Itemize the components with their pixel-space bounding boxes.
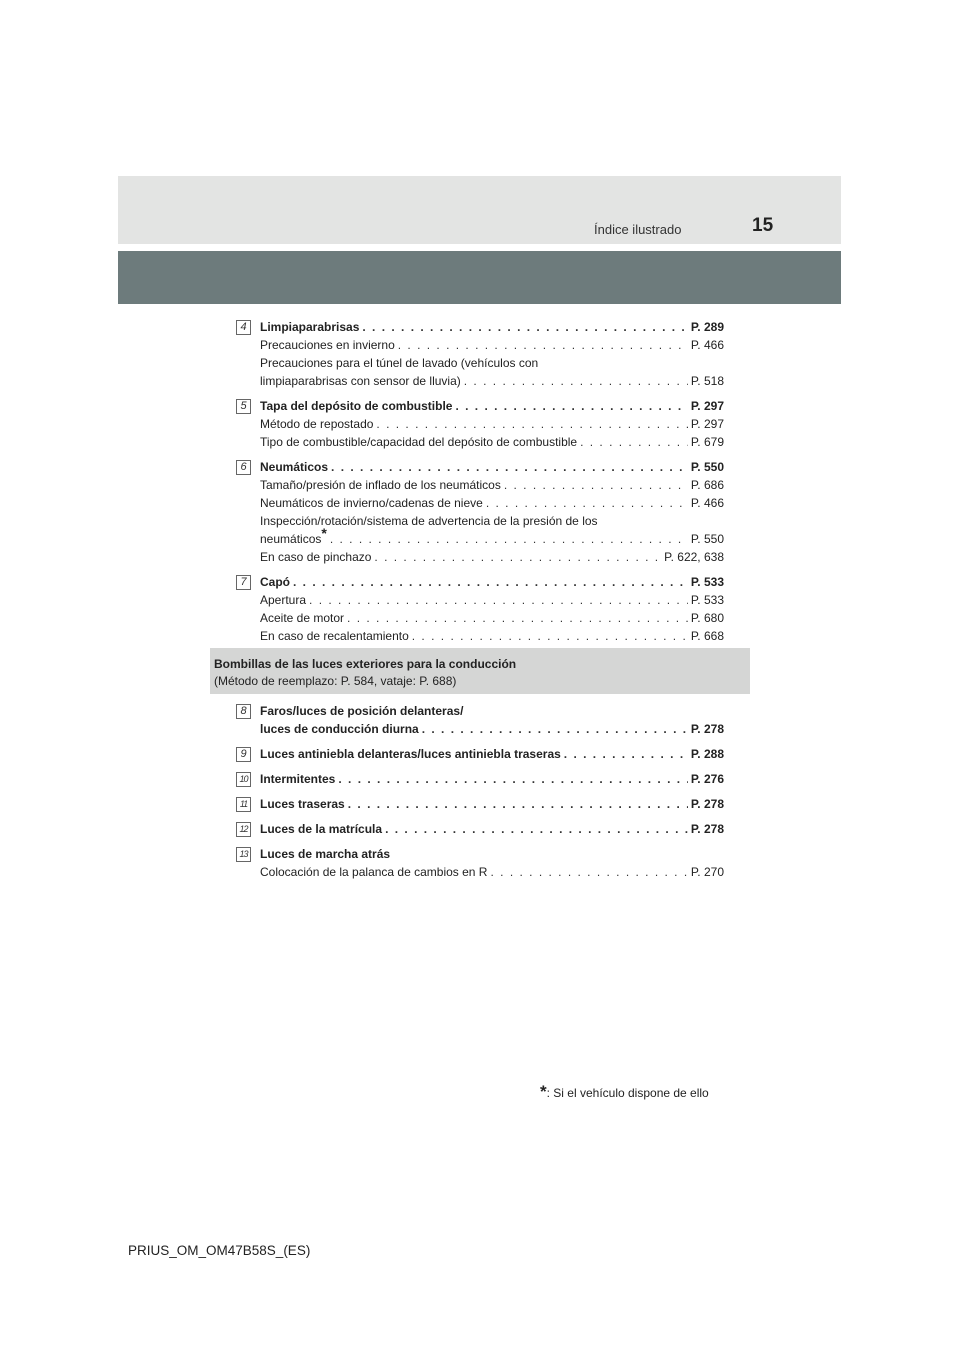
entry-label: Colocación de la palanca de cambios en R — [260, 865, 488, 879]
number-badge: 9 — [236, 747, 251, 762]
entry-line — [260, 494, 724, 512]
entry-line — [260, 573, 724, 591]
index-entry — [236, 573, 724, 645]
page-ref: P. 622, 638 — [664, 550, 724, 564]
entry-label: Apertura — [260, 593, 307, 607]
entry-label: Neumáticos — [260, 460, 329, 474]
dot-leader — [490, 863, 687, 881]
dot-leader — [486, 494, 688, 512]
entry-label: Luces de la matrícula — [260, 822, 383, 836]
entry-text — [260, 415, 373, 433]
entry-text — [260, 397, 452, 415]
page-ref: P. 680 — [690, 611, 724, 625]
page-ref: P. 276 — [690, 772, 724, 786]
header-bar — [118, 176, 841, 244]
entry-line: Luces de marcha atrás — [260, 847, 391, 861]
entry-text — [260, 336, 395, 354]
index-entry — [236, 795, 724, 813]
dot-leader — [385, 820, 688, 838]
dot-leader — [376, 415, 687, 433]
page-ref: P. 533 — [690, 593, 724, 607]
number-badge: 13 — [236, 847, 251, 862]
entry-line — [260, 795, 724, 813]
entry-line — [260, 397, 724, 415]
document-id: PRIUS_OM_OM47B58S_(ES) — [128, 1243, 311, 1258]
entry-line — [260, 525, 724, 548]
entry-label: Tapa del depósito de combustible — [260, 399, 453, 413]
entry-label: Limpiaparabrisas — [260, 320, 360, 334]
page-ref: P. 550 — [690, 532, 724, 546]
footnote-asterisk: * — [540, 1082, 547, 1101]
footnote-text: : Si el vehículo dispone de ello — [546, 1086, 709, 1100]
page-ref: P. 518 — [690, 374, 724, 388]
entry-line: Faros/luces de posición delanteras/ — [260, 704, 464, 718]
page-ref: P. 278 — [690, 797, 724, 811]
index-entry — [236, 745, 724, 763]
index-list-top — [236, 318, 724, 652]
number-badge: 10 — [236, 772, 251, 787]
entry-text — [260, 318, 359, 336]
entry-text — [260, 433, 577, 451]
entry-line — [260, 372, 724, 390]
page-ref: P. 550 — [690, 460, 724, 474]
index-entry — [236, 820, 724, 838]
entry-label: Precauciones en invierno — [260, 338, 395, 352]
page-ref: P. 278 — [690, 722, 724, 736]
entry-label: En caso de recalentamiento — [260, 629, 409, 643]
dot-leader — [374, 548, 661, 566]
entry-line — [260, 336, 724, 354]
entry-label: neumáticos — [260, 532, 322, 546]
entry-text — [260, 372, 461, 390]
dot-leader — [455, 397, 687, 415]
entry-text — [260, 795, 345, 813]
entry-label: Luces antiniebla delanteras/luces antiniebla traseras — [260, 747, 561, 761]
entry-label: Neumáticos de invierno/cadenas de nieve — [260, 496, 483, 510]
dot-leader — [309, 591, 688, 609]
entry-line — [260, 863, 724, 881]
index-entry — [236, 318, 724, 390]
index-entry — [236, 397, 724, 451]
dot-leader — [347, 609, 688, 627]
entry-line — [260, 627, 724, 645]
dot-leader — [398, 336, 688, 354]
number-badge: 4 — [236, 320, 251, 335]
page-ref: P. 270 — [690, 865, 724, 879]
dot-leader — [338, 770, 687, 788]
index-entry — [236, 770, 724, 788]
page-ref: P. 686 — [690, 478, 724, 492]
number-badge: 7 — [236, 575, 251, 590]
entry-label: limpiaparabrisas con sensor de lluvia) — [260, 374, 461, 388]
entry-label: Aceite de motor — [260, 611, 345, 625]
entry-text — [260, 525, 327, 548]
index-entry — [236, 845, 724, 881]
page-ref: P. 297 — [690, 417, 724, 431]
band-subtitle: (Método de reemplazo: P. 584, vataje: P. 688) — [214, 674, 457, 688]
dot-leader — [362, 318, 687, 336]
entry-text — [260, 770, 335, 788]
header-image-band — [118, 251, 841, 304]
entry-label: Luces traseras — [260, 797, 345, 811]
index-list-lights — [236, 702, 724, 888]
page-ref: P. 297 — [690, 399, 724, 413]
page-ref: P. 288 — [690, 747, 724, 761]
dot-leader — [504, 476, 688, 494]
entry-line — [260, 745, 724, 763]
entry-line — [260, 591, 724, 609]
entry-line: Precauciones para el túnel de lavado (vehículos con — [260, 356, 539, 370]
index-entry — [236, 702, 724, 738]
entry-text — [260, 863, 487, 881]
entry-line — [260, 609, 724, 627]
entry-line — [260, 415, 724, 433]
entry-label: Tipo de combustible/capacidad del depósito de combustible — [260, 435, 578, 449]
entry-line: Inspección/rotación/sistema de advertencia de la presión de los — [260, 514, 598, 528]
page-ref: P. 466 — [690, 338, 724, 352]
entry-line — [260, 820, 724, 838]
dot-leader — [330, 530, 688, 548]
entry-label: Tamaño/presión de inflado de los neumáticos — [260, 478, 501, 492]
entry-text — [260, 458, 328, 476]
entry-line — [260, 476, 724, 494]
entry-line — [260, 458, 724, 476]
page-ref: P. 533 — [690, 575, 724, 589]
entry-label: Capó — [260, 575, 290, 589]
entry-text — [260, 476, 501, 494]
dot-leader — [422, 720, 688, 738]
entry-text — [260, 494, 483, 512]
number-badge: 8 — [236, 704, 251, 719]
band-title: Bombillas de las luces exteriores para la conducción — [214, 657, 517, 671]
number-badge: 11 — [236, 797, 251, 812]
dot-leader — [348, 795, 688, 813]
number-badge: 12 — [236, 822, 251, 837]
asterisk-mark: * — [321, 525, 327, 541]
dot-leader — [412, 627, 688, 645]
entry-text — [260, 609, 344, 627]
entry-text — [260, 720, 419, 738]
entry-label: Intermitentes — [260, 772, 336, 786]
entry-label: luces de conducción diurna — [260, 722, 419, 736]
page-ref: P. 289 — [690, 320, 724, 334]
footnote — [540, 1082, 709, 1102]
entry-label: En caso de pinchazo — [260, 550, 372, 564]
entry-text — [260, 627, 409, 645]
index-entry — [236, 458, 724, 566]
page-ref: P. 668 — [690, 629, 724, 643]
page-ref: P. 278 — [690, 822, 724, 836]
entry-line — [260, 548, 724, 566]
section-band — [210, 648, 750, 694]
entry-text — [260, 591, 306, 609]
entry-text — [260, 820, 382, 838]
page-ref: P. 466 — [690, 496, 724, 510]
entry-line — [260, 318, 724, 336]
dot-leader — [331, 458, 688, 476]
entry-text — [260, 745, 561, 763]
page-ref: P. 679 — [690, 435, 724, 449]
entry-label: Método de repostado — [260, 417, 374, 431]
dot-leader — [464, 372, 688, 390]
dot-leader — [580, 433, 688, 451]
entry-text — [260, 548, 371, 566]
entry-line — [260, 433, 724, 451]
entry-line — [260, 720, 724, 738]
dot-leader — [293, 573, 688, 591]
number-badge: 5 — [236, 399, 251, 414]
number-badge: 6 — [236, 460, 251, 475]
dot-leader — [564, 745, 688, 763]
header-title: Índice ilustrado — [594, 222, 682, 237]
page-number: 15 — [752, 215, 774, 236]
entry-text — [260, 573, 290, 591]
entry-line — [260, 770, 724, 788]
